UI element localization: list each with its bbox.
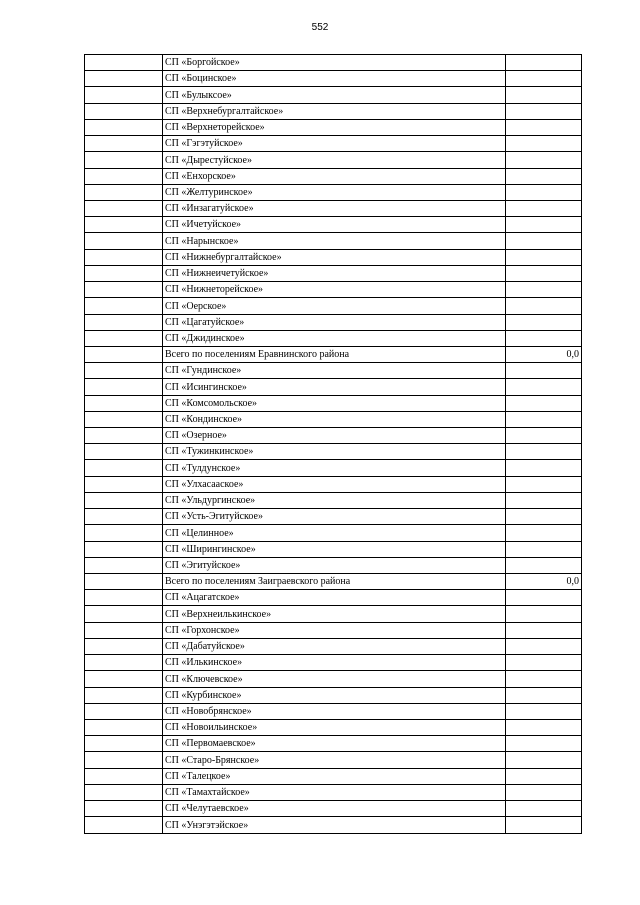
value-cell <box>506 168 582 184</box>
settlement-name-cell: СП «Ацагатское» <box>163 590 506 606</box>
row-number-cell <box>85 103 163 119</box>
row-number-cell <box>85 395 163 411</box>
value-cell <box>506 379 582 395</box>
value-cell <box>506 136 582 152</box>
row-number-cell <box>85 638 163 654</box>
value-cell <box>506 217 582 233</box>
settlement-name-cell: СП «Горхонское» <box>163 622 506 638</box>
settlement-name-cell: СП «Ичетуйское» <box>163 217 506 233</box>
settlement-name-cell: СП «Улхасааское» <box>163 476 506 492</box>
row-number-cell <box>85 152 163 168</box>
value-cell <box>506 736 582 752</box>
settlement-name-cell: Всего по поселениям Заиграевского района <box>163 574 506 590</box>
settlement-name-cell: СП «Джидинское» <box>163 330 506 346</box>
table-row <box>85 590 582 606</box>
table-row <box>85 265 582 281</box>
value-cell: 0,0 <box>506 346 582 362</box>
value-cell <box>506 55 582 71</box>
table-row <box>85 557 582 573</box>
value-cell <box>506 395 582 411</box>
row-number-cell <box>85 671 163 687</box>
value-cell <box>506 233 582 249</box>
value-cell <box>506 509 582 525</box>
settlement-name-cell: СП «Челутаевское» <box>163 801 506 817</box>
row-number-cell <box>85 363 163 379</box>
value-cell <box>506 817 582 833</box>
table-row <box>85 330 582 346</box>
row-number-cell <box>85 606 163 622</box>
row-number-cell <box>85 200 163 216</box>
settlement-name-cell: СП «Нижнеторейское» <box>163 282 506 298</box>
table-row <box>85 703 582 719</box>
row-number-cell <box>85 379 163 395</box>
settlement-name-cell: СП «Исингинское» <box>163 379 506 395</box>
settlement-name-cell: СП «Курбинское» <box>163 687 506 703</box>
table-row <box>85 55 582 71</box>
settlement-name-cell: СП «Новобрянское» <box>163 703 506 719</box>
row-number-cell <box>85 525 163 541</box>
value-cell <box>506 768 582 784</box>
value-cell <box>506 411 582 427</box>
settlements-table <box>84 54 582 834</box>
row-number-cell <box>85 314 163 330</box>
table-row <box>85 428 582 444</box>
value-cell <box>506 249 582 265</box>
value-cell <box>506 622 582 638</box>
settlement-name-cell: СП «Ключевское» <box>163 671 506 687</box>
settlement-name-cell: СП «Целинное» <box>163 525 506 541</box>
settlement-name-cell: СП «Тулдунское» <box>163 460 506 476</box>
table-row <box>85 671 582 687</box>
settlement-name-cell: СП «Желтуринское» <box>163 184 506 200</box>
value-cell <box>506 752 582 768</box>
settlement-name-cell: СП «Кондинское» <box>163 411 506 427</box>
table-row <box>85 379 582 395</box>
row-number-cell <box>85 184 163 200</box>
row-number-cell <box>85 217 163 233</box>
row-number-cell <box>85 574 163 590</box>
value-cell <box>506 282 582 298</box>
row-number-cell <box>85 428 163 444</box>
table-row <box>85 363 582 379</box>
value-cell <box>506 184 582 200</box>
settlement-name-cell: СП «Боцинское» <box>163 71 506 87</box>
row-number-cell <box>85 282 163 298</box>
table-row <box>85 314 582 330</box>
settlement-name-cell: СП «Тамахтайское» <box>163 784 506 800</box>
settlement-name-cell: СП «Гундинское» <box>163 363 506 379</box>
value-cell <box>506 119 582 135</box>
value-cell <box>506 655 582 671</box>
row-number-cell <box>85 509 163 525</box>
row-number-cell <box>85 557 163 573</box>
settlement-name-cell: СП «Озерное» <box>163 428 506 444</box>
settlement-name-cell: СП «Талецкое» <box>163 768 506 784</box>
table-row <box>85 119 582 135</box>
value-cell <box>506 330 582 346</box>
row-number-cell <box>85 541 163 557</box>
value-cell <box>506 638 582 654</box>
row-number-cell <box>85 87 163 103</box>
settlement-name-cell: СП «Верхнеилькинское» <box>163 606 506 622</box>
table-row <box>85 606 582 622</box>
settlement-name-cell: СП «Цагатуйское» <box>163 314 506 330</box>
table-row <box>85 736 582 752</box>
row-number-cell <box>85 444 163 460</box>
row-number-cell <box>85 55 163 71</box>
row-number-cell <box>85 71 163 87</box>
value-cell <box>506 557 582 573</box>
settlement-name-cell: СП «Оерское» <box>163 298 506 314</box>
table-row <box>85 655 582 671</box>
settlement-name-cell: СП «Ульдургинское» <box>163 492 506 508</box>
table-row <box>85 509 582 525</box>
row-number-cell <box>85 687 163 703</box>
settlement-name-cell: СП «Старо-Брянское» <box>163 752 506 768</box>
value-cell <box>506 298 582 314</box>
table-row <box>85 136 582 152</box>
table-row <box>85 752 582 768</box>
row-number-cell <box>85 476 163 492</box>
table-row <box>85 638 582 654</box>
table-row <box>85 719 582 735</box>
table-row <box>85 768 582 784</box>
table-row <box>85 346 582 362</box>
value-cell <box>506 687 582 703</box>
row-number-cell <box>85 784 163 800</box>
row-number-cell <box>85 249 163 265</box>
value-cell <box>506 444 582 460</box>
value-cell <box>506 200 582 216</box>
table-row <box>85 217 582 233</box>
settlement-name-cell: СП «Усть-Эгитуйское» <box>163 509 506 525</box>
table-row <box>85 152 582 168</box>
value-cell <box>506 541 582 557</box>
table-row <box>85 411 582 427</box>
table-row <box>85 541 582 557</box>
value-cell <box>506 525 582 541</box>
value-cell <box>506 590 582 606</box>
settlement-name-cell: СП «Верхнеторейское» <box>163 119 506 135</box>
table-row <box>85 233 582 249</box>
settlement-name-cell: СП «Дабатуйское» <box>163 638 506 654</box>
table-row <box>85 184 582 200</box>
table-row <box>85 249 582 265</box>
table-row <box>85 200 582 216</box>
row-number-cell <box>85 411 163 427</box>
value-cell <box>506 801 582 817</box>
row-number-cell <box>85 736 163 752</box>
settlement-name-cell: СП «Инзагатуйское» <box>163 200 506 216</box>
table-row <box>85 71 582 87</box>
row-number-cell <box>85 752 163 768</box>
settlement-name-cell: СП «Нарынское» <box>163 233 506 249</box>
table-row <box>85 784 582 800</box>
settlement-name-cell: СП «Новоильинское» <box>163 719 506 735</box>
settlement-name-cell: СП «Тужинкинское» <box>163 444 506 460</box>
settlement-name-cell: СП «Илькинское» <box>163 655 506 671</box>
value-cell <box>506 71 582 87</box>
table-row <box>85 817 582 833</box>
row-number-cell <box>85 265 163 281</box>
value-cell <box>506 152 582 168</box>
settlement-name-cell: СП «Комсомольское» <box>163 395 506 411</box>
value-cell <box>506 314 582 330</box>
value-cell <box>506 428 582 444</box>
table-row <box>85 460 582 476</box>
value-cell <box>506 476 582 492</box>
settlement-name-cell: СП «Булыксое» <box>163 87 506 103</box>
table-row <box>85 168 582 184</box>
table-row <box>85 444 582 460</box>
row-number-cell <box>85 590 163 606</box>
table-row <box>85 298 582 314</box>
settlement-name-cell: СП «Эгитуйское» <box>163 557 506 573</box>
table-row <box>85 492 582 508</box>
value-cell <box>506 671 582 687</box>
row-number-cell <box>85 703 163 719</box>
settlement-name-cell: СП «Верхнебургалтайское» <box>163 103 506 119</box>
row-number-cell <box>85 622 163 638</box>
value-cell <box>506 784 582 800</box>
settlement-name-cell: СП «Нижнебургалтайское» <box>163 249 506 265</box>
table-row <box>85 476 582 492</box>
settlement-name-cell: СП «Унэгэтэйское» <box>163 817 506 833</box>
table-row <box>85 395 582 411</box>
table-row <box>85 801 582 817</box>
settlement-name-cell: СП «Ширингинское» <box>163 541 506 557</box>
table-row <box>85 525 582 541</box>
table-row <box>85 103 582 119</box>
row-number-cell <box>85 136 163 152</box>
settlement-name-cell: СП «Первомаевское» <box>163 736 506 752</box>
row-number-cell <box>85 768 163 784</box>
row-number-cell <box>85 168 163 184</box>
value-cell <box>506 703 582 719</box>
row-number-cell <box>85 330 163 346</box>
table-row <box>85 622 582 638</box>
row-number-cell <box>85 492 163 508</box>
row-number-cell <box>85 346 163 362</box>
value-cell <box>506 265 582 281</box>
row-number-cell <box>85 298 163 314</box>
settlement-name-cell: СП «Нижнеичетуйское» <box>163 265 506 281</box>
settlement-name-cell: СП «Гэгэтуйское» <box>163 136 506 152</box>
settlement-name-cell: СП «Дырестуйское» <box>163 152 506 168</box>
row-number-cell <box>85 801 163 817</box>
value-cell <box>506 719 582 735</box>
settlement-name-cell: СП «Боргойское» <box>163 55 506 71</box>
row-number-cell <box>85 119 163 135</box>
value-cell <box>506 492 582 508</box>
page-number: 552 <box>311 22 329 33</box>
row-number-cell <box>85 233 163 249</box>
value-cell <box>506 606 582 622</box>
row-number-cell <box>85 655 163 671</box>
row-number-cell <box>85 719 163 735</box>
value-cell <box>506 103 582 119</box>
table-row <box>85 687 582 703</box>
value-cell: 0,0 <box>506 574 582 590</box>
table-body <box>85 55 582 834</box>
row-number-cell <box>85 460 163 476</box>
table-row <box>85 87 582 103</box>
row-number-cell <box>85 817 163 833</box>
table-row <box>85 574 582 590</box>
value-cell <box>506 363 582 379</box>
settlement-name-cell: Всего по поселениям Еравнинского района <box>163 346 506 362</box>
settlement-name-cell: СП «Енхорское» <box>163 168 506 184</box>
value-cell <box>506 87 582 103</box>
value-cell <box>506 460 582 476</box>
table-row <box>85 282 582 298</box>
